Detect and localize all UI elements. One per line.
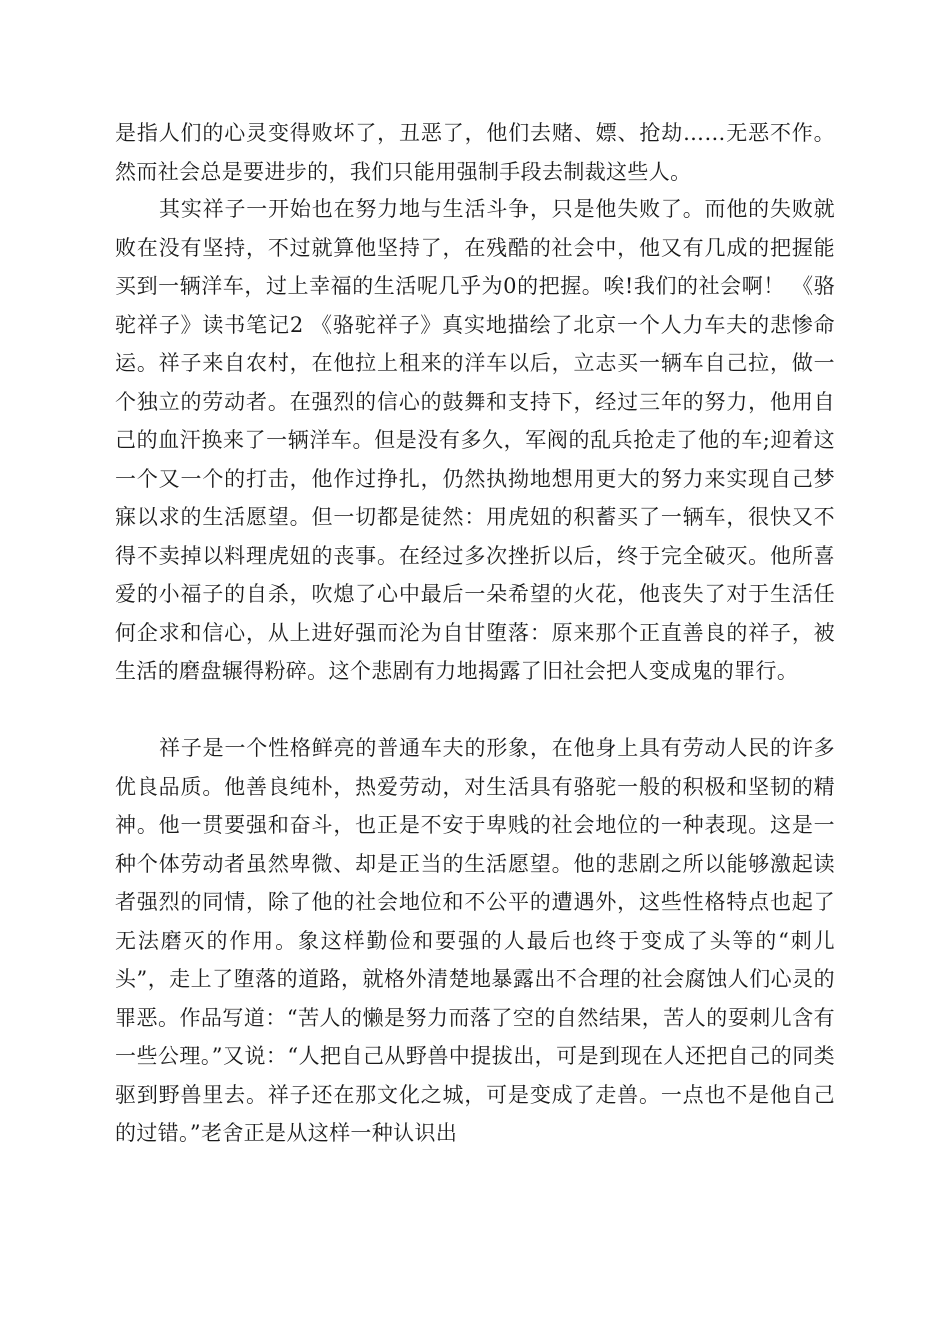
paragraph-2: [115, 190, 835, 691]
paragraph-continuation: [115, 114, 835, 191]
paragraph-3-text: 祥子是一个性格鲜亮的普通车夫的形象，在他身上具有劳动人民的许多优良品质。他善良纯朴，热爱劳动，对生活具有骆驼一般的积极和坚韧的精神。他一贯要强和奋斗，也正是不安于卑贱的社会地位的一种表现。这是一种个体劳动者虽然卑微、却是正当的生活愿望。他的悲剧之所以能够激起读者强烈的同情，除了他的社会地位和不公平的遭遇外，这些性格特点也起了无法磨灭的作用。象这样勤俭和要强的人最后也终于变成了头等的“刺儿头”，走上了堕落的道路，就格外清楚地暴露出不合理的社会腐蚀人们心灵的罪恶。作品写道：“苦人的懒是努力而落了空的自然结果，苦人的耍刺儿含有一些公理。”又说：“人把自己从野兽中提拔出，可是到现在人还把自己的同类驱到野兽里去。祥子还在那文化之城，可是变成了走兽。一点也不是他自己的过错。”老舍正是从这样一种认识出: [115, 736, 835, 1145]
paragraph-3: [115, 729, 835, 1153]
paragraph-1-text: 是指人们的心灵变得败坏了，丑恶了，他们去赌、嫖、抢劫……无恶不作。然而社会总是要进步的，我们只能用强制手段去制裁这些人。: [115, 121, 835, 184]
paragraph-2-text: 其实祥子一开始也在努力地与生活斗争，只是他失败了。而他的失败就败在没有坚持，不过就算他坚持了，在残酷的社会中，他又有几成的把握能买到一辆洋车，过上幸福的生活呢几乎为0的把握。唉!我们的社会啊！ 《骆驼祥子》读书笔记2 《骆驼祥子》真实地描绘了北京一个人力车夫的悲惨命运。祥子来自农村，在他拉上租来的洋车以后，立志买一辆车自己拉，做一个独立的劳动者。在强烈的信心的鼓舞和支持下，经过三年的努力，他用自己的血汗换来了一辆洋车。但是没有多久，军阀的乱兵抢走了他的车;迎着这一个又一个的打击，他作过挣扎，仍然执拗地想用更大的努力来实现自己梦寐以求的生活愿望。但一切都是徒然：用虎妞的积蓄买了一辆车，很快又不得不卖掉以料理虎妞的丧事。在经过多次挫折以后，终于完全破灭。他所喜爱的小福子的自杀，吹熄了心中最后一朵希望的火花，他丧失了对于生活任何企求和信心，从上进好强而沦为自甘堕落：原来那个正直善良的祥子，被生活的磨盘辗得粉碎。这个悲剧有力地揭露了旧社会把人变成鬼的罪行。: [115, 197, 835, 683]
